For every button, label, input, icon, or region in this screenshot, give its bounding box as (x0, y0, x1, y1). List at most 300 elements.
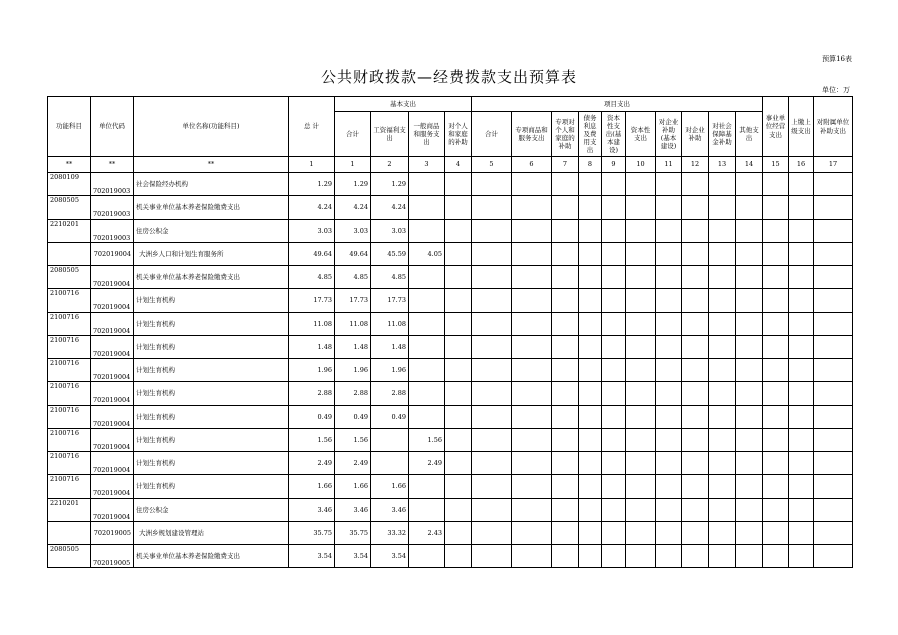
header-unit-code: 单位代码 (91, 97, 134, 157)
column-number-cell: 9 (602, 157, 626, 173)
empty-cell (814, 219, 853, 242)
empty-cell (552, 475, 579, 498)
empty-cell (789, 335, 814, 358)
empty-cell (602, 405, 626, 428)
basic-personal-cell (445, 498, 472, 521)
empty-cell (512, 428, 552, 451)
header-proj-personal: 专项对个人和家庭的补助 (552, 112, 579, 157)
header-basic-group: 基本支出 (335, 97, 472, 112)
unit-name-cell: 计划生育机构 (134, 382, 289, 405)
func-code-cell: 2080505 (48, 266, 91, 289)
empty-cell (602, 475, 626, 498)
total-cell: 1.56 (289, 428, 335, 451)
empty-cell (814, 173, 853, 196)
empty-cell (763, 359, 789, 382)
total-cell: 1.66 (289, 475, 335, 498)
table-row (48, 266, 853, 289)
empty-cell (579, 405, 602, 428)
basic-sum-cell: 4.85 (335, 266, 371, 289)
empty-cell (763, 196, 789, 219)
empty-cell (682, 289, 709, 312)
empty-cell (656, 382, 682, 405)
total-cell: 1.96 (289, 359, 335, 382)
column-number-cell: 2 (371, 157, 409, 173)
basic-personal-cell (445, 173, 472, 196)
basic-wage-cell: 3.54 (371, 545, 409, 568)
unit-label: 单位：万 (822, 86, 850, 94)
header-proj-debt: 债务利息及费用支出 (579, 112, 602, 157)
empty-cell (656, 452, 682, 475)
empty-cell (602, 289, 626, 312)
column-number-cell: ** (134, 157, 289, 173)
basic-wage-cell: 1.66 (371, 475, 409, 498)
empty-cell (512, 196, 552, 219)
column-number-cell: ** (48, 157, 91, 173)
empty-cell (626, 289, 656, 312)
empty-cell (789, 382, 814, 405)
basic-goods-cell: 1.56 (409, 428, 445, 451)
empty-cell (626, 475, 656, 498)
empty-cell (472, 219, 512, 242)
empty-cell (472, 382, 512, 405)
empty-cell (763, 173, 789, 196)
empty-cell (472, 452, 512, 475)
unit-code-cell: 702019004 (91, 359, 134, 382)
empty-cell (602, 196, 626, 219)
empty-cell (626, 312, 656, 335)
empty-cell (552, 312, 579, 335)
empty-cell (763, 312, 789, 335)
empty-cell (682, 335, 709, 358)
table-row (48, 335, 853, 358)
empty-cell (656, 521, 682, 544)
empty-cell (789, 196, 814, 219)
empty-cell (512, 335, 552, 358)
unit-name-cell: 计划生育机构 (134, 335, 289, 358)
empty-cell (709, 173, 736, 196)
empty-cell (656, 219, 682, 242)
basic-goods-cell (409, 405, 445, 428)
empty-cell (814, 405, 853, 428)
table-row (48, 452, 853, 475)
empty-cell (763, 428, 789, 451)
basic-personal-cell (445, 521, 472, 544)
form-number: 预算16表 (822, 55, 852, 63)
header-proj-social: 对社会保障基金补助 (709, 112, 736, 157)
total-cell: 17.73 (289, 289, 335, 312)
basic-goods-cell (409, 289, 445, 312)
basic-goods-cell (409, 196, 445, 219)
empty-cell (709, 196, 736, 219)
empty-cell (763, 521, 789, 544)
func-code-cell: 2100716 (48, 475, 91, 498)
unit-code-cell: 702019004 (91, 405, 134, 428)
empty-cell (682, 359, 709, 382)
empty-cell (736, 266, 763, 289)
empty-cell (763, 382, 789, 405)
basic-goods-cell (409, 173, 445, 196)
empty-cell (472, 196, 512, 219)
empty-cell (512, 521, 552, 544)
total-cell: 3.54 (289, 545, 335, 568)
header-proj-sum: 合计 (472, 112, 512, 157)
empty-cell (472, 289, 512, 312)
basic-wage-cell: 4.24 (371, 196, 409, 219)
empty-cell (512, 289, 552, 312)
empty-cell (736, 289, 763, 312)
basic-wage-cell: 1.96 (371, 359, 409, 382)
table-row (48, 521, 853, 544)
empty-cell (579, 219, 602, 242)
unit-name-cell: 计划生育机构 (134, 359, 289, 382)
empty-cell (656, 242, 682, 265)
empty-cell (656, 312, 682, 335)
empty-cell (626, 335, 656, 358)
empty-cell (602, 242, 626, 265)
basic-personal-cell (445, 266, 472, 289)
unit-name-cell: 住房公积金 (134, 498, 289, 521)
basic-sum-cell: 3.03 (335, 219, 371, 242)
empty-cell (656, 266, 682, 289)
empty-cell (512, 173, 552, 196)
empty-cell (736, 382, 763, 405)
empty-cell (512, 498, 552, 521)
unit-code-cell: 702019004 (91, 266, 134, 289)
empty-cell (709, 452, 736, 475)
header-basic-personal: 对个人和家庭的补助 (445, 112, 472, 157)
empty-cell (682, 312, 709, 335)
empty-cell (682, 173, 709, 196)
basic-wage-cell: 2.88 (371, 382, 409, 405)
empty-cell (626, 405, 656, 428)
empty-cell (814, 312, 853, 335)
column-number-cell: 7 (552, 157, 579, 173)
column-number-cell: 6 (512, 157, 552, 173)
basic-goods-cell (409, 382, 445, 405)
func-code-cell: 2100716 (48, 289, 91, 312)
basic-wage-cell: 1.48 (371, 335, 409, 358)
empty-cell (789, 475, 814, 498)
basic-wage-cell (371, 452, 409, 475)
column-number-cell: 4 (445, 157, 472, 173)
basic-wage-cell: 17.73 (371, 289, 409, 312)
empty-cell (656, 498, 682, 521)
empty-cell (763, 405, 789, 428)
empty-cell (626, 498, 656, 521)
header-proj-enterprise-infra: 对企业补助(基本建设) (656, 112, 682, 157)
column-number-cell: 17 (814, 157, 853, 173)
empty-cell (656, 359, 682, 382)
table-body (48, 173, 853, 568)
basic-sum-cell: 2.88 (335, 382, 371, 405)
basic-goods-cell (409, 545, 445, 568)
table-row (48, 289, 853, 312)
header-biz-op: 事业单位经营支出 (763, 97, 789, 157)
unit-code-cell: 702019004 (91, 475, 134, 498)
unit-name-cell: 机关事业单位基本养老保险缴费支出 (134, 545, 289, 568)
empty-cell (472, 498, 512, 521)
budget-table (47, 96, 853, 568)
unit-code-cell: 702019004 (91, 312, 134, 335)
empty-cell (626, 359, 656, 382)
empty-cell (512, 405, 552, 428)
empty-cell (789, 545, 814, 568)
empty-cell (602, 452, 626, 475)
basic-personal-cell (445, 242, 472, 265)
header-upper-pay: 上缴上级支出 (789, 97, 814, 157)
empty-cell (602, 219, 626, 242)
empty-cell (736, 545, 763, 568)
unit-name-cell: 大洲乡人口和计划生育服务所 (134, 242, 289, 265)
empty-cell (709, 289, 736, 312)
empty-cell (814, 359, 853, 382)
empty-cell (626, 521, 656, 544)
empty-cell (579, 312, 602, 335)
empty-cell (472, 521, 512, 544)
empty-cell (709, 335, 736, 358)
basic-sum-cell: 11.08 (335, 312, 371, 335)
func-code-cell: 2210201 (48, 219, 91, 242)
empty-cell (552, 382, 579, 405)
empty-cell (814, 452, 853, 475)
column-number-cell: 8 (579, 157, 602, 173)
empty-cell (552, 335, 579, 358)
empty-cell (552, 498, 579, 521)
basic-wage-cell (371, 428, 409, 451)
empty-cell (736, 428, 763, 451)
empty-cell (763, 498, 789, 521)
basic-goods-cell (409, 359, 445, 382)
empty-cell (626, 219, 656, 242)
empty-cell (579, 475, 602, 498)
empty-cell (709, 266, 736, 289)
empty-cell (602, 428, 626, 451)
table-row (48, 312, 853, 335)
table-row (48, 173, 853, 196)
empty-cell (602, 359, 626, 382)
empty-cell (709, 521, 736, 544)
empty-cell (626, 428, 656, 451)
column-number-cell: 13 (709, 157, 736, 173)
empty-cell (602, 382, 626, 405)
empty-cell (763, 242, 789, 265)
empty-cell (814, 266, 853, 289)
column-number-cell: 14 (736, 157, 763, 173)
empty-cell (472, 405, 512, 428)
empty-cell (709, 428, 736, 451)
column-number-cell: ** (91, 157, 134, 173)
empty-cell (552, 405, 579, 428)
basic-personal-cell (445, 475, 472, 498)
unit-code-cell: 702019004 (91, 498, 134, 521)
empty-cell (709, 475, 736, 498)
empty-cell (789, 428, 814, 451)
basic-wage-cell: 3.46 (371, 498, 409, 521)
empty-cell (736, 219, 763, 242)
empty-cell (789, 498, 814, 521)
column-number-cell: 16 (789, 157, 814, 173)
func-code-cell: 2080505 (48, 196, 91, 219)
empty-cell (512, 266, 552, 289)
basic-personal-cell (445, 452, 472, 475)
empty-cell (736, 196, 763, 219)
empty-cell (552, 219, 579, 242)
basic-sum-cell: 4.24 (335, 196, 371, 219)
column-number-cell: 11 (656, 157, 682, 173)
empty-cell (814, 382, 853, 405)
empty-cell (682, 219, 709, 242)
basic-sum-cell: 1.96 (335, 359, 371, 382)
empty-cell (626, 173, 656, 196)
unit-code-cell: 702019004 (91, 242, 134, 265)
empty-cell (579, 266, 602, 289)
empty-cell (602, 545, 626, 568)
column-number-row (48, 157, 853, 173)
table-row (48, 545, 853, 568)
func-code-cell: 2100716 (48, 312, 91, 335)
basic-wage-cell: 11.08 (371, 312, 409, 335)
empty-cell (552, 173, 579, 196)
total-cell: 49.64 (289, 242, 335, 265)
empty-cell (814, 242, 853, 265)
unit-name-cell: 社会保险经办机构 (134, 173, 289, 196)
basic-sum-cell: 49.64 (335, 242, 371, 265)
basic-personal-cell (445, 428, 472, 451)
func-code-cell (48, 521, 91, 544)
basic-goods-cell: 2.49 (409, 452, 445, 475)
table-row (48, 196, 853, 219)
total-cell: 2.88 (289, 382, 335, 405)
empty-cell (602, 266, 626, 289)
empty-cell (814, 196, 853, 219)
empty-cell (763, 219, 789, 242)
empty-cell (626, 382, 656, 405)
total-cell: 35.75 (289, 521, 335, 544)
empty-cell (682, 428, 709, 451)
basic-sum-cell: 1.66 (335, 475, 371, 498)
basic-personal-cell (445, 335, 472, 358)
empty-cell (709, 405, 736, 428)
column-number-cell: 1 (335, 157, 371, 173)
empty-cell (579, 289, 602, 312)
empty-cell (814, 335, 853, 358)
empty-cell (763, 335, 789, 358)
empty-cell (472, 475, 512, 498)
empty-cell (512, 359, 552, 382)
func-code-cell: 2100716 (48, 452, 91, 475)
empty-cell (579, 382, 602, 405)
empty-cell (626, 545, 656, 568)
unit-name-cell: 大洲乡规划建设管理站 (134, 521, 289, 544)
empty-cell (626, 196, 656, 219)
empty-cell (656, 428, 682, 451)
basic-goods-cell: 4.05 (409, 242, 445, 265)
unit-code-cell: 702019005 (91, 521, 134, 544)
total-cell: 1.48 (289, 335, 335, 358)
empty-cell (626, 242, 656, 265)
empty-cell (579, 173, 602, 196)
unit-name-cell: 住房公积金 (134, 219, 289, 242)
empty-cell (579, 498, 602, 521)
empty-cell (736, 312, 763, 335)
empty-cell (763, 475, 789, 498)
empty-cell (789, 521, 814, 544)
unit-name-cell: 计划生育机构 (134, 312, 289, 335)
func-code-cell: 2100716 (48, 428, 91, 451)
basic-wage-cell: 45.59 (371, 242, 409, 265)
empty-cell (789, 173, 814, 196)
func-code-cell: 2080505 (48, 545, 91, 568)
empty-cell (552, 452, 579, 475)
empty-cell (656, 335, 682, 358)
empty-cell (472, 266, 512, 289)
func-code-cell: 2100716 (48, 359, 91, 382)
unit-code-cell: 702019004 (91, 452, 134, 475)
header-basic-goods: 一般商品和服务支出 (409, 112, 445, 157)
empty-cell (472, 312, 512, 335)
empty-cell (763, 545, 789, 568)
total-cell: 1.29 (289, 173, 335, 196)
empty-cell (736, 498, 763, 521)
empty-cell (763, 266, 789, 289)
empty-cell (814, 289, 853, 312)
table-row (48, 475, 853, 498)
table-row (48, 382, 853, 405)
empty-cell (602, 173, 626, 196)
empty-cell (602, 312, 626, 335)
basic-sum-cell: 17.73 (335, 289, 371, 312)
empty-cell (814, 521, 853, 544)
basic-sum-cell: 0.49 (335, 405, 371, 428)
basic-sum-cell: 2.49 (335, 452, 371, 475)
page-title: 公共财政拨款—经费拨款支出预算表 (320, 68, 577, 86)
total-cell: 4.24 (289, 196, 335, 219)
basic-sum-cell: 1.48 (335, 335, 371, 358)
empty-cell (709, 545, 736, 568)
empty-cell (789, 219, 814, 242)
empty-cell (789, 289, 814, 312)
table-row (48, 405, 853, 428)
empty-cell (472, 545, 512, 568)
header-proj-capital: 资本性支出 (626, 112, 656, 157)
table-row (48, 428, 853, 451)
empty-cell (472, 173, 512, 196)
empty-cell (736, 242, 763, 265)
basic-goods-cell: 2.43 (409, 521, 445, 544)
unit-code-cell: 702019003 (91, 196, 134, 219)
unit-code-cell: 702019003 (91, 173, 134, 196)
empty-cell (682, 242, 709, 265)
empty-cell (579, 196, 602, 219)
unit-name-cell: 计划生育机构 (134, 452, 289, 475)
unit-code-cell: 702019004 (91, 335, 134, 358)
func-code-cell: 2100716 (48, 382, 91, 405)
header-proj-enterprise: 对企业补助 (682, 112, 709, 157)
basic-personal-cell (445, 545, 472, 568)
empty-cell (552, 242, 579, 265)
empty-cell (763, 289, 789, 312)
header-project-group: 项目支出 (472, 97, 763, 112)
table-row (48, 242, 853, 265)
empty-cell (656, 289, 682, 312)
unit-name-cell: 计划生育机构 (134, 475, 289, 498)
empty-cell (682, 266, 709, 289)
basic-wage-cell: 0.49 (371, 405, 409, 428)
column-number-cell: 5 (472, 157, 512, 173)
empty-cell (472, 335, 512, 358)
column-number-cell: 15 (763, 157, 789, 173)
header-proj-capital-infra: 资本性支出(基本建设) (602, 112, 626, 157)
